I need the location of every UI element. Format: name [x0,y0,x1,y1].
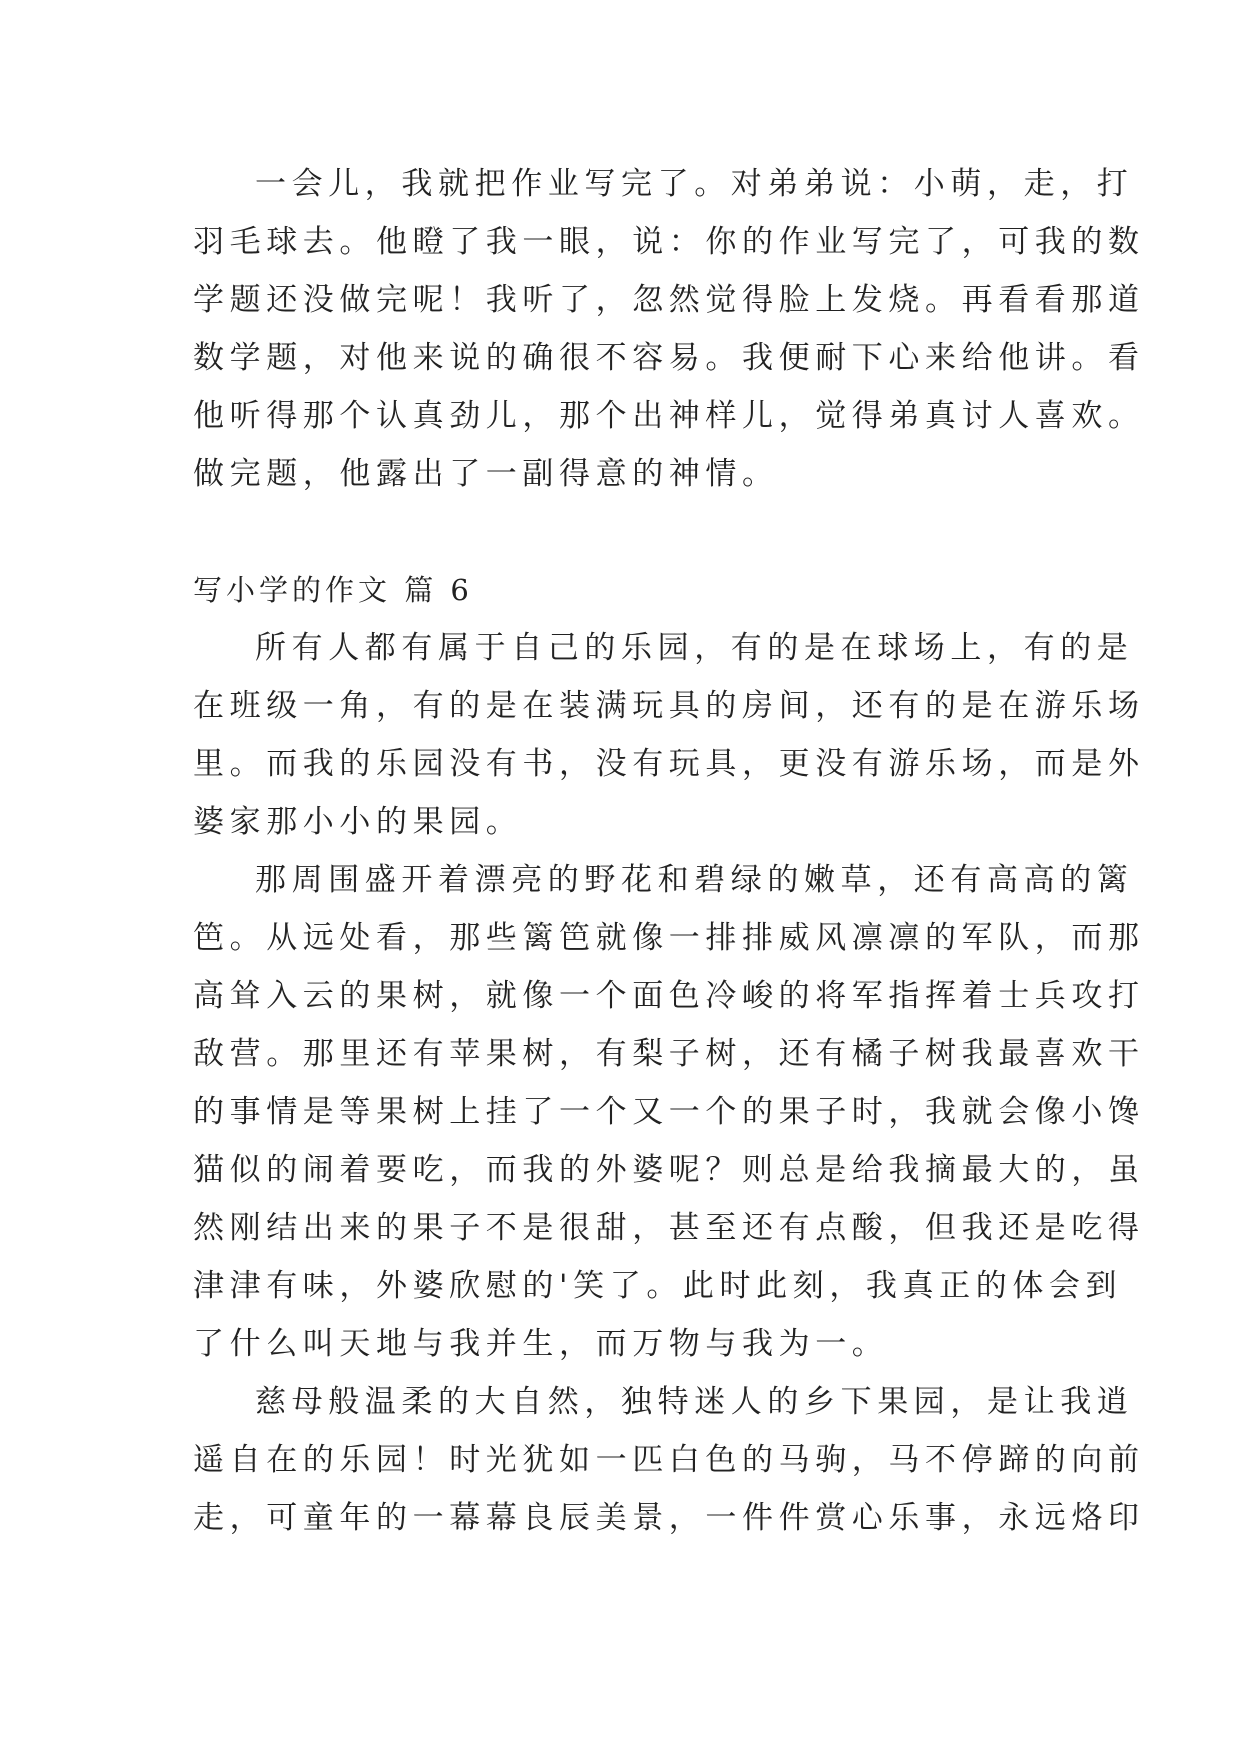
paragraph-line: 然刚结出来的果子不是很甜，甚至还有点酸，但我还是吃得 [193,1210,1145,1246]
paragraph-line: 笆。从远处看，那些篱笆就像一排排威风凛凛的军队，而那 [193,920,1145,956]
paragraph-line: 所有人都有属于自己的乐园，有的是在球场上，有的是 [255,630,1134,666]
paragraph-line: 做完题，他露出了一副得意的神情。 [193,456,779,492]
paragraph-line: 猫似的闹着要吃，而我的外婆呢？则总是给我摘最大的，虽 [193,1152,1145,1188]
paragraph-line: 敌营。那里还有苹果树，有梨子树，还有橘子树我最喜欢干 [193,1036,1145,1072]
paragraph-line: 数学题，对他来说的确很不容易。我便耐下心来给他讲。看 [193,340,1145,376]
paragraph-line: 的事情是等果树上挂了一个又一个的果子时，我就会像小馋 [193,1094,1145,1130]
paragraph-line: 遥自在的乐园！时光犹如一匹白色的马驹，马不停蹄的向前 [193,1442,1145,1478]
paragraph-line: 高耸入云的果树，就像一个面色冷峻的将军指挥着士兵攻打 [193,978,1145,1014]
paragraph-line: 学题还没做完呢！我听了，忽然觉得脸上发烧。再看看那道 [193,282,1145,318]
section-title: 写小学的作文 篇 6 [193,573,473,607]
paragraph-line: 一会儿，我就把作业写完了。对弟弟说：小萌，走，打 [255,166,1134,202]
paragraph-line: 慈母般温柔的大自然，独特迷人的乡下果园，是让我逍 [255,1384,1134,1420]
paragraph-line: 津津有味，外婆欣慰的'笑了。此时此刻，我真正的体会到 [193,1268,1123,1304]
paragraph-line: 他听得那个认真劲儿，那个出神样儿，觉得弟真讨人喜欢。 [193,398,1145,434]
paragraph-line: 那周围盛开着漂亮的野花和碧绿的嫩草，还有高高的篱 [255,862,1134,898]
paragraph-line: 婆家那小小的果园。 [193,804,523,840]
paragraph-line: 走，可童年的一幕幕良辰美景，一件件赏心乐事，永远烙印 [193,1500,1145,1536]
paragraph-line: 在班级一角，有的是在装满玩具的房间，还有的是在游乐场 [193,688,1145,724]
paragraph-line: 羽毛球去。他瞪了我一眼，说：你的作业写完了，可我的数 [193,224,1145,260]
paragraph-line: 了什么叫天地与我并生，而万物与我为一。 [193,1326,889,1362]
paragraph-line: 里。而我的乐园没有书，没有玩具，更没有游乐场，而是外 [193,746,1145,782]
